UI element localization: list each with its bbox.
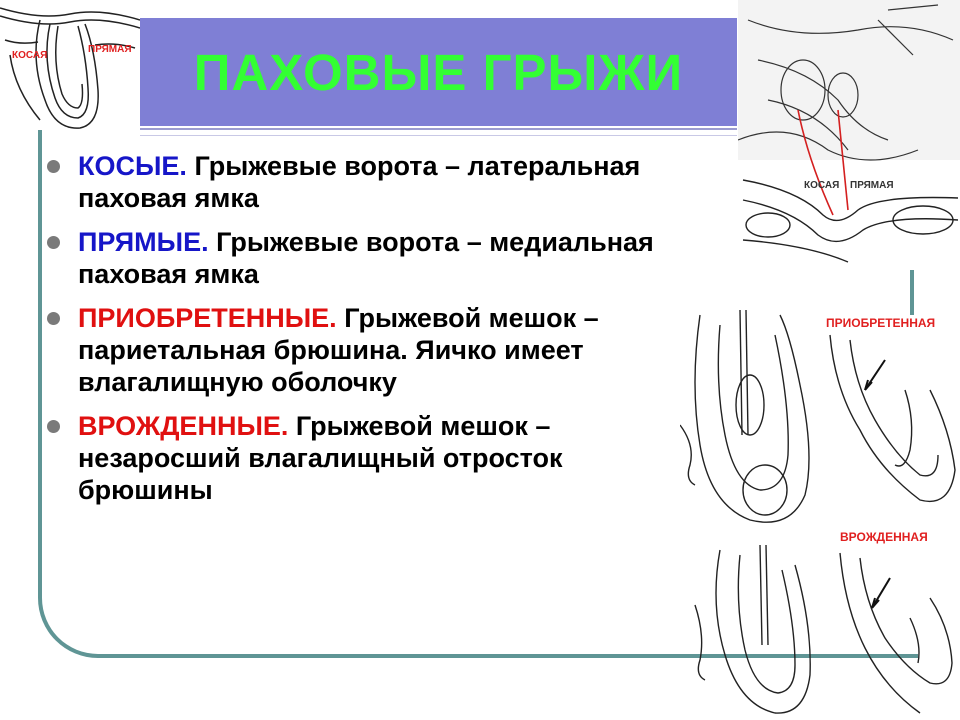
bullet-congenital xyxy=(44,410,684,506)
acquired-label: ПРИОБРЕТЕННАЯ xyxy=(826,316,936,330)
page-title: ПАХОВЫЕ ГРЫЖИ xyxy=(193,43,684,101)
slide-frame-right-edge xyxy=(910,270,914,315)
bullet-keyword: КОСЫЕ. xyxy=(78,151,187,181)
bullet-text: Грыжевой мешок – незаросший влагалищный отросток брюшины xyxy=(78,411,563,505)
congenital-hernia-illustration xyxy=(690,545,820,720)
bullet-oblique xyxy=(44,150,684,214)
right-oblique-label: КОСАЯ xyxy=(804,180,840,191)
top-left-hernia-diagram xyxy=(0,0,140,140)
bullet-keyword: ПРЯМЫЕ. xyxy=(78,227,209,257)
bullet-dot xyxy=(47,160,60,173)
congenital-hernia-diagram xyxy=(830,548,960,720)
bullet-text: Грыжевые ворота – медиальная паховая ямка xyxy=(78,227,654,289)
bullet-dot xyxy=(47,312,60,325)
bullet-keyword: ВРОЖДЕННЫЕ. xyxy=(78,411,289,441)
acquired-hernia-illustration xyxy=(680,305,820,535)
bullet-list xyxy=(44,150,684,518)
bullet-direct xyxy=(44,226,684,290)
bullet-text: Грыжевые ворота – латеральная паховая ямка xyxy=(78,151,641,213)
congenital-label: ВРОЖДЕННАЯ xyxy=(840,530,928,544)
title-underline-thin xyxy=(140,135,737,136)
acquired-hernia-diagram xyxy=(820,330,960,510)
top-left-direct-label: ПРЯМАЯ xyxy=(88,44,132,55)
bullet-dot xyxy=(47,236,60,249)
bullet-dot xyxy=(47,420,60,433)
bullet-keyword: ПРИОБРЕТЕННЫЕ. xyxy=(78,303,337,333)
title-underline xyxy=(140,128,737,130)
top-right-surgical-illustration xyxy=(738,0,960,272)
right-direct-label: ПРЯМАЯ xyxy=(850,180,894,191)
bullet-acquired xyxy=(44,302,684,398)
top-left-oblique-label: КОСАЯ xyxy=(12,50,48,61)
title-banner xyxy=(140,18,737,126)
bullet-text: Грыжевой мешок – париетальная брюшина. Яичко имеет влагалищную оболочку xyxy=(78,303,599,397)
